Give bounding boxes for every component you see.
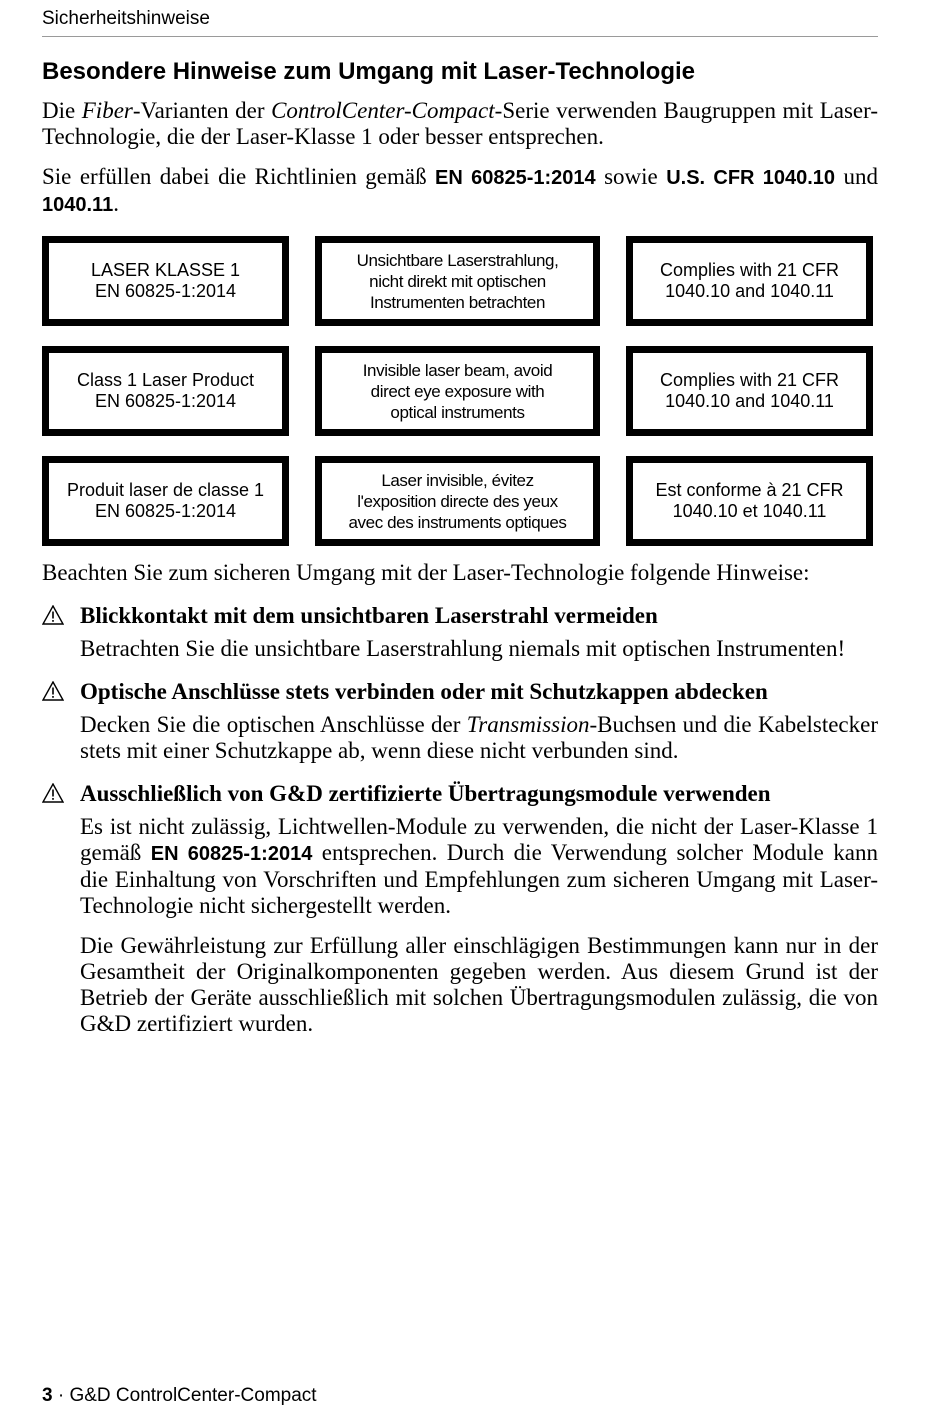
warning-body xyxy=(80,814,878,919)
italic-term: Fiber xyxy=(81,98,133,123)
laser-label: Laser invisible, évitez l'exposition directe des yeux avec des instruments optiques xyxy=(315,456,600,546)
warning-title: Ausschließlich von G&D zertifizierte Übertragungsmodule verwenden xyxy=(80,781,771,806)
standard-ref: 1040.11 xyxy=(42,194,114,216)
text: Es ist nicht zulässig, Lichtwellen-Module zu verwenden, die nicht der Laser-Klasse 1 gemäß xyxy=(80,814,878,865)
footer-separator: · xyxy=(52,1385,70,1406)
standard-ref: U.S. CFR 1040.10 xyxy=(666,167,836,189)
warning-triangle-icon xyxy=(42,681,64,701)
notes-intro: Beachten Sie zum sicheren Umgang mit der Laser-Technologie folgende Hinweise: xyxy=(42,560,810,585)
page-title: Besondere Hinweise zum Umgang mit Laser-Technologie xyxy=(42,58,696,85)
text: -Varianten der xyxy=(132,98,272,123)
text: Die xyxy=(42,98,82,123)
intro-paragraph-1 xyxy=(42,98,878,150)
page-number: 3 xyxy=(42,1385,53,1406)
warning-triangle-icon xyxy=(42,605,64,625)
intro-paragraph-2 xyxy=(42,164,878,218)
italic-term: ControlCenter-Compact xyxy=(271,98,495,123)
text: sowie xyxy=(595,164,667,189)
laser-label: Unsichtbare Laserstrahlung, nicht direkt mit optischen Instrumenten betrachten xyxy=(315,236,600,326)
laser-label: Invisible laser beam, avoid direct eye exposure with optical instruments xyxy=(315,346,600,436)
text: -Buchsen und die Kabelstecker stets mit einer Schutzkappe ab, wenn diese nicht verbunden sind. xyxy=(80,712,878,763)
standard-ref: EN 60825-1:2014 xyxy=(435,167,596,189)
text: Decken Sie die optischen Anschlüsse der xyxy=(80,712,467,737)
warning-title: Blickkontakt mit dem unsichtbaren Laserstrahl vermeiden xyxy=(80,603,658,628)
italic-term: Transmission xyxy=(466,712,590,737)
warning-item xyxy=(42,602,878,662)
warning-item xyxy=(42,678,878,764)
text: . xyxy=(113,191,119,216)
text: entsprechen. Durch die Verwendung solcher Module kann die Einhaltung von Vorschriften und Empfehlungen zum sicheren Umgang mit Laser-Technologie nicht sichergestellt werden. xyxy=(80,840,879,918)
standard-ref: EN 60825-1:2014 xyxy=(150,843,313,865)
warning-body: Die Gewährleistung zur Erfüllung aller einschlägigen Bestimmungen kann nur in der Gesamtheit der Originalkomponenten gegeben werden. Aus diesem Grund ist der Betrieb der Geräte ausschließlich mit solchen Übertragungsmodulen zulässig, die von G&D zertifiziert wurden. xyxy=(80,933,878,1036)
laser-labels-grid xyxy=(42,236,878,546)
page-footer xyxy=(42,1384,317,1408)
page-content xyxy=(42,56,878,1037)
section-title: Sicherheitshinweise xyxy=(42,8,210,29)
warning-body: Betrachten Sie die unsichtbare Laserstrahlung niemals mit optischen Instrumenten! xyxy=(80,636,846,661)
laser-label: LASER KLASSE 1 EN 60825-1:2014 xyxy=(42,236,289,326)
warning-body xyxy=(80,712,878,764)
warning-triangle-icon xyxy=(42,783,64,803)
page-header xyxy=(42,8,878,37)
laser-label: Produit laser de classe 1 EN 60825-1:2014 xyxy=(42,456,289,546)
text: und xyxy=(835,164,878,189)
footer-product: G&D ControlCenter-Compact xyxy=(69,1385,317,1406)
text: Sie erfüllen dabei die Richtlinien gemäß xyxy=(42,164,436,189)
warning-title: Optische Anschlüsse stets verbinden oder mit Schutzkappen abdecken xyxy=(80,679,768,704)
laser-label: Class 1 Laser Product EN 60825-1:2014 xyxy=(42,346,289,436)
text: -Serie verwenden Baugruppen mit Laser-Technologie, die der Laser-Klasse 1 oder besser entsprechen. xyxy=(42,98,878,149)
laser-label: Complies with 21 CFR 1040.10 and 1040.11 xyxy=(626,236,873,326)
warning-item xyxy=(42,780,878,1037)
laser-label: Complies with 21 CFR 1040.10 and 1040.11 xyxy=(626,346,873,436)
laser-label: Est conforme à 21 CFR 1040.10 et 1040.11 xyxy=(626,456,873,546)
